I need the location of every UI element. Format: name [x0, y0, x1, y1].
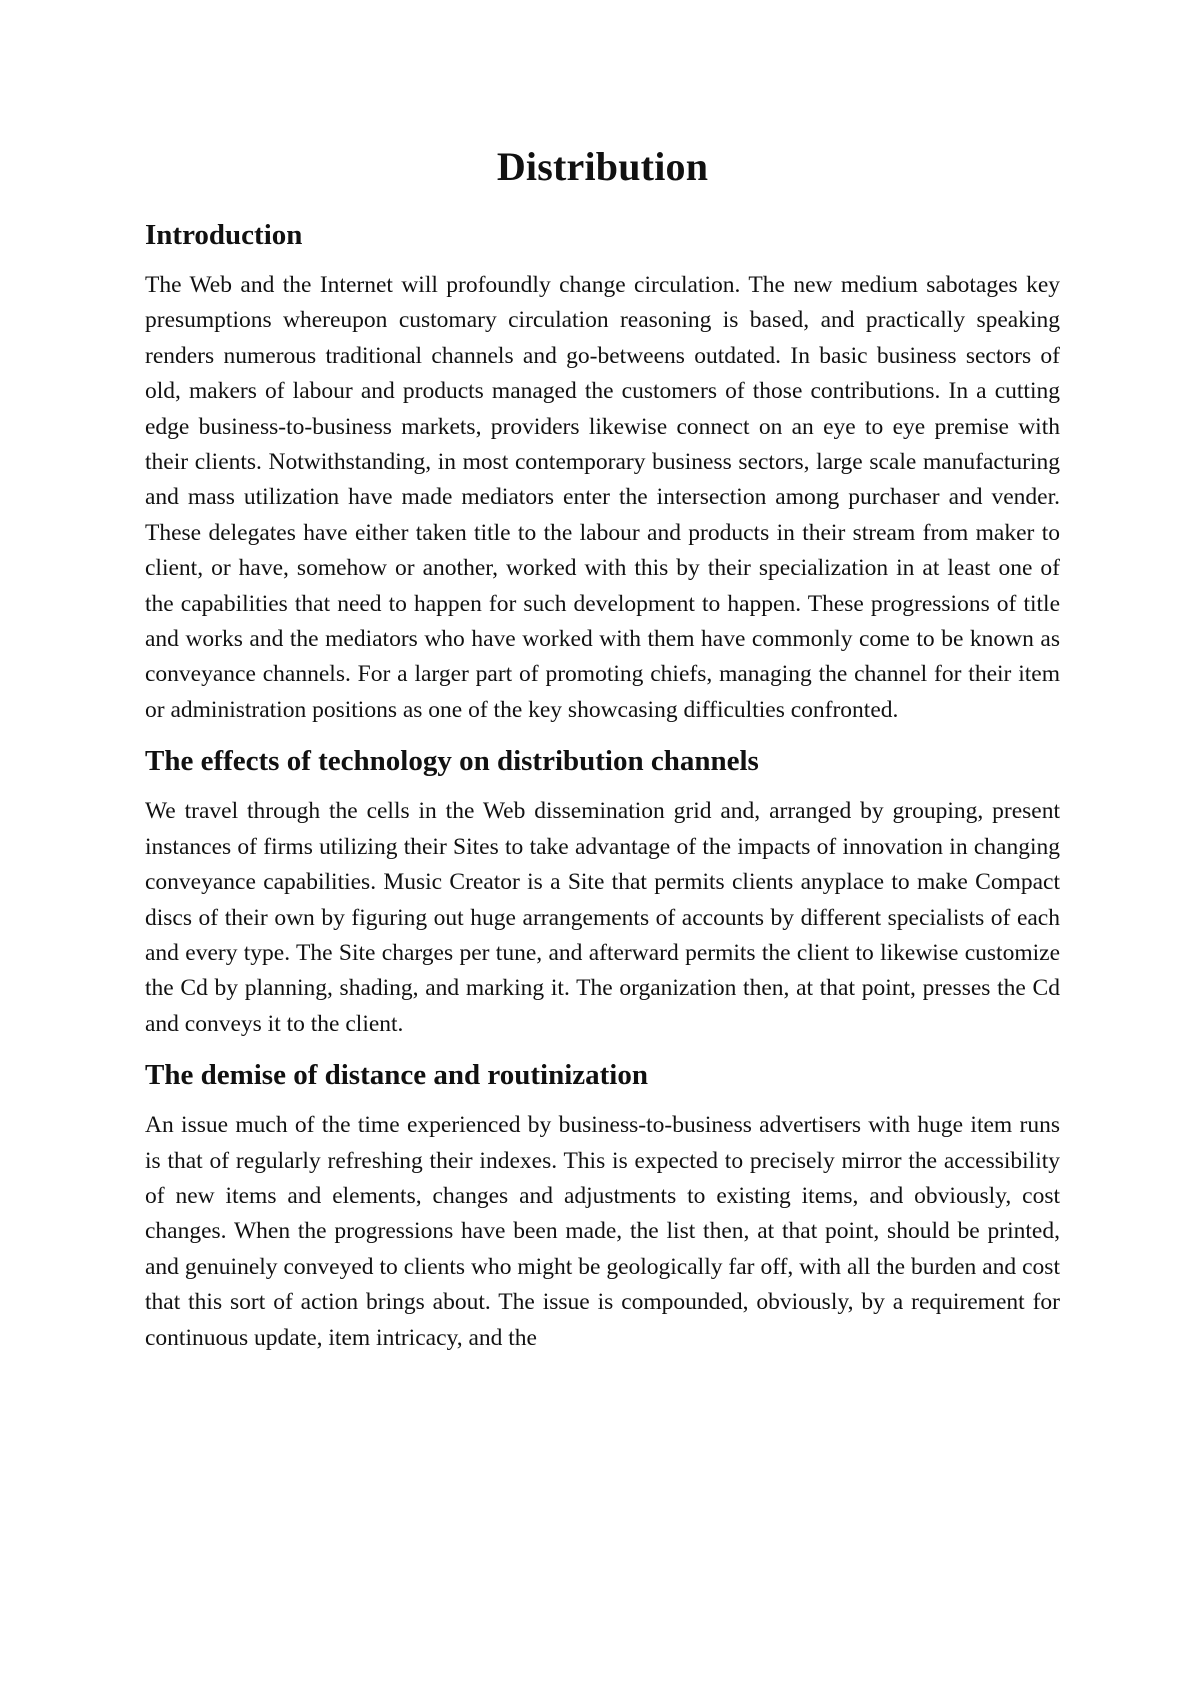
section-heading: Introduction — [145, 219, 303, 251]
section-effects-of-technology — [145, 742, 1060, 1042]
section-paragraph: The Web and the Internet will profoundly change circulation. The new medium sabotages key presumptions whereupon customary circulation reasoning is based, and practically speaking renders numerous traditional channels and go-betweens outdated. In basic business sectors of old, makers of labour and products managed the customers of those contributions. In a cutting edge business-to-business markets, providers likewise connect on an eye to eye premise with their clients. Notwithstanding, in most contemporary business sectors, large scale manufacturing and mass utilization have made mediators enter the intersection among purchaser and vender. These delegates have either taken title to the labour and products in their stream from maker to client, or have, somehow or another, worked with this by their specialization in at least one of the capabilities that need to happen for such development to happen. These progressions of title and works and the mediators who have worked with them have commonly come to be known as conveyance channels. For a larger part of promoting chiefs, managing the channel for their item or administration positions as one of the key showcasing difficulties confronted. — [145, 272, 1060, 723]
section-heading: The demise of distance and routinization — [145, 1059, 648, 1092]
document-page — [145, 140, 1060, 1370]
section-demise-of-distance — [145, 1056, 1060, 1356]
section-heading: The effects of technology on distribution channels — [145, 745, 759, 778]
section-paragraph: An issue much of the time experienced by business-to-business advertisers with huge item runs is that of regularly refreshing their indexes. This is expected to precisely mirror the accessibility of new items and elements, changes and adjustments to existing items, and obviously, cost changes. When the progressions have been made, the list then, at that point, should be printed, and genuinely conveyed to clients who might be geologically far off, with all the burden and cost that this sort of action brings about. The issue is compounded, obviously, by a requirement for continuous update, item intricacy, and the — [145, 1112, 1060, 1351]
section-introduction — [145, 216, 1060, 728]
document-title: Distribution — [496, 144, 709, 189]
section-paragraph: We travel through the cells in the Web dissemination grid and, arranged by grouping, present instances of firms utilizing their Sites to take advantage of the impacts of innovation in changing conveyance capabilities. Music Creator is a Site that permits clients anyplace to make Compact discs of their own by figuring out huge arrangements of accounts by different specialists of each and every type. The Site charges per tune, and afterward permits the client to likewise customize the Cd by planning, shading, and marking it. The organization then, at that point, presses the Cd and conveys it to the client. — [145, 798, 1060, 1037]
